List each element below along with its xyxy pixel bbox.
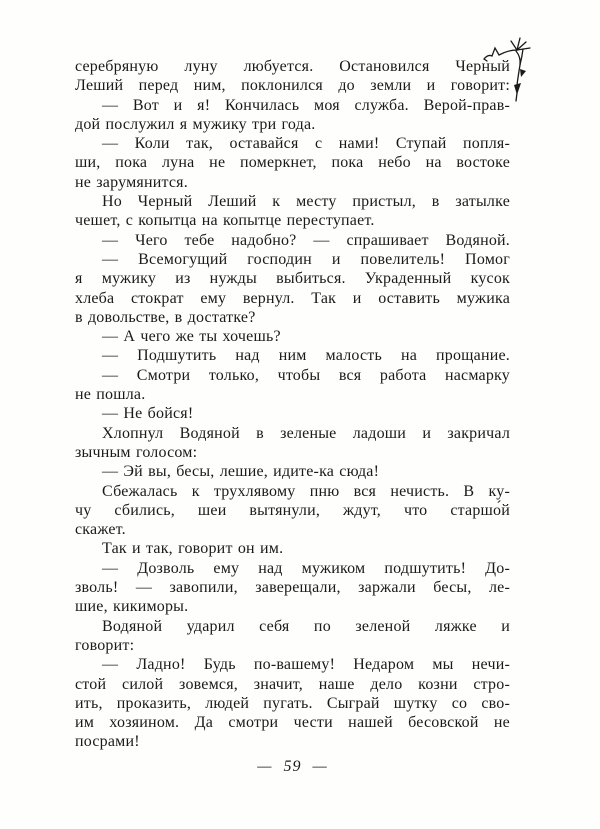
text-line: ить, проказить, людей пугать. Сыграй шутку со сво- [75, 694, 510, 712]
text-line: зволь! — завопили, заверещали, заржали бесы, ле- [75, 579, 510, 597]
text-line: — Подшутить над ним малость на прощание. [102, 347, 510, 365]
text-line: я мужику из нужды выбиться. Украденный кусок [75, 270, 510, 288]
text-line: шие, кикиморы. [75, 598, 189, 616]
text-line: Так и так, говорит он им. [102, 540, 284, 558]
text-line: не зарумянится. [75, 173, 188, 191]
text-line: — Не бойся! [102, 405, 194, 423]
text-line: Леший перед ним, поклонился до земли и говорит: [75, 77, 510, 95]
page-number: — 59 — [257, 757, 328, 775]
text-line: чу сбились, шеи вытянули, ждут, что старшо́й [75, 501, 510, 519]
text-line: стой силой зовемся, значит, наше дело козни стро- [75, 675, 510, 693]
text-line: Водяной ударил себя по зеленой ляжке и [102, 617, 510, 635]
text-line: — Смотри только, чтобы вся работа насмарку [102, 366, 510, 384]
text-line: серебряную луну любуется. Остановился Черный [75, 58, 510, 75]
text-line: — А чего же ты хочешь? [102, 328, 281, 346]
text-line: не пошла. [75, 386, 146, 404]
text-line: говорит: [75, 636, 135, 654]
text-line: посрами! [75, 733, 140, 751]
text-line: скажет. [75, 521, 126, 539]
text-line: — Эй вы, бесы, лешие, идите-ка сюда! [102, 463, 380, 481]
text-line: в довольстве, в достатке? [75, 308, 256, 326]
text-line: — Коли так, оставайся с нами! Ступай попля- [102, 135, 510, 153]
text-line: хлеба стократ ему вернул. Так и оставить мужика [75, 289, 510, 307]
text-line: чешет, с копытца на копытце переступает. [75, 212, 375, 230]
text-line: Но Черный Леший к месту пристыл, в затылке [102, 193, 510, 211]
text-line: — Дозволь ему над мужиком подшутить! До- [102, 559, 510, 577]
text-line: — Вот и я! Кончилась моя служба. Верой-прав- [102, 96, 510, 114]
text-line: — Ладно! Будь по-вашему! Недаром мы нечи- [102, 656, 510, 674]
text-line: зычным голосом: [75, 443, 198, 461]
text-line: — Чего тебе надобно? — спрашивает Водяной. [102, 231, 510, 249]
text-line: — Всемогущий господин и повелитель! Помог [102, 250, 510, 268]
text-line: ши, пока луна не померкнет, пока небо на востоке [75, 154, 510, 172]
page-text [75, 57, 510, 776]
text-line: им хозяином. Да смотри чести нашей бесовской не [75, 714, 510, 732]
text-line: Хлопнул Водяной в зеленые ладоши и закричал [102, 424, 510, 442]
text-line: Сбежалась к трухлявому пню вся нечисть. В ку- [102, 482, 510, 500]
text-line: дой послужил я мужику три года. [75, 115, 316, 133]
